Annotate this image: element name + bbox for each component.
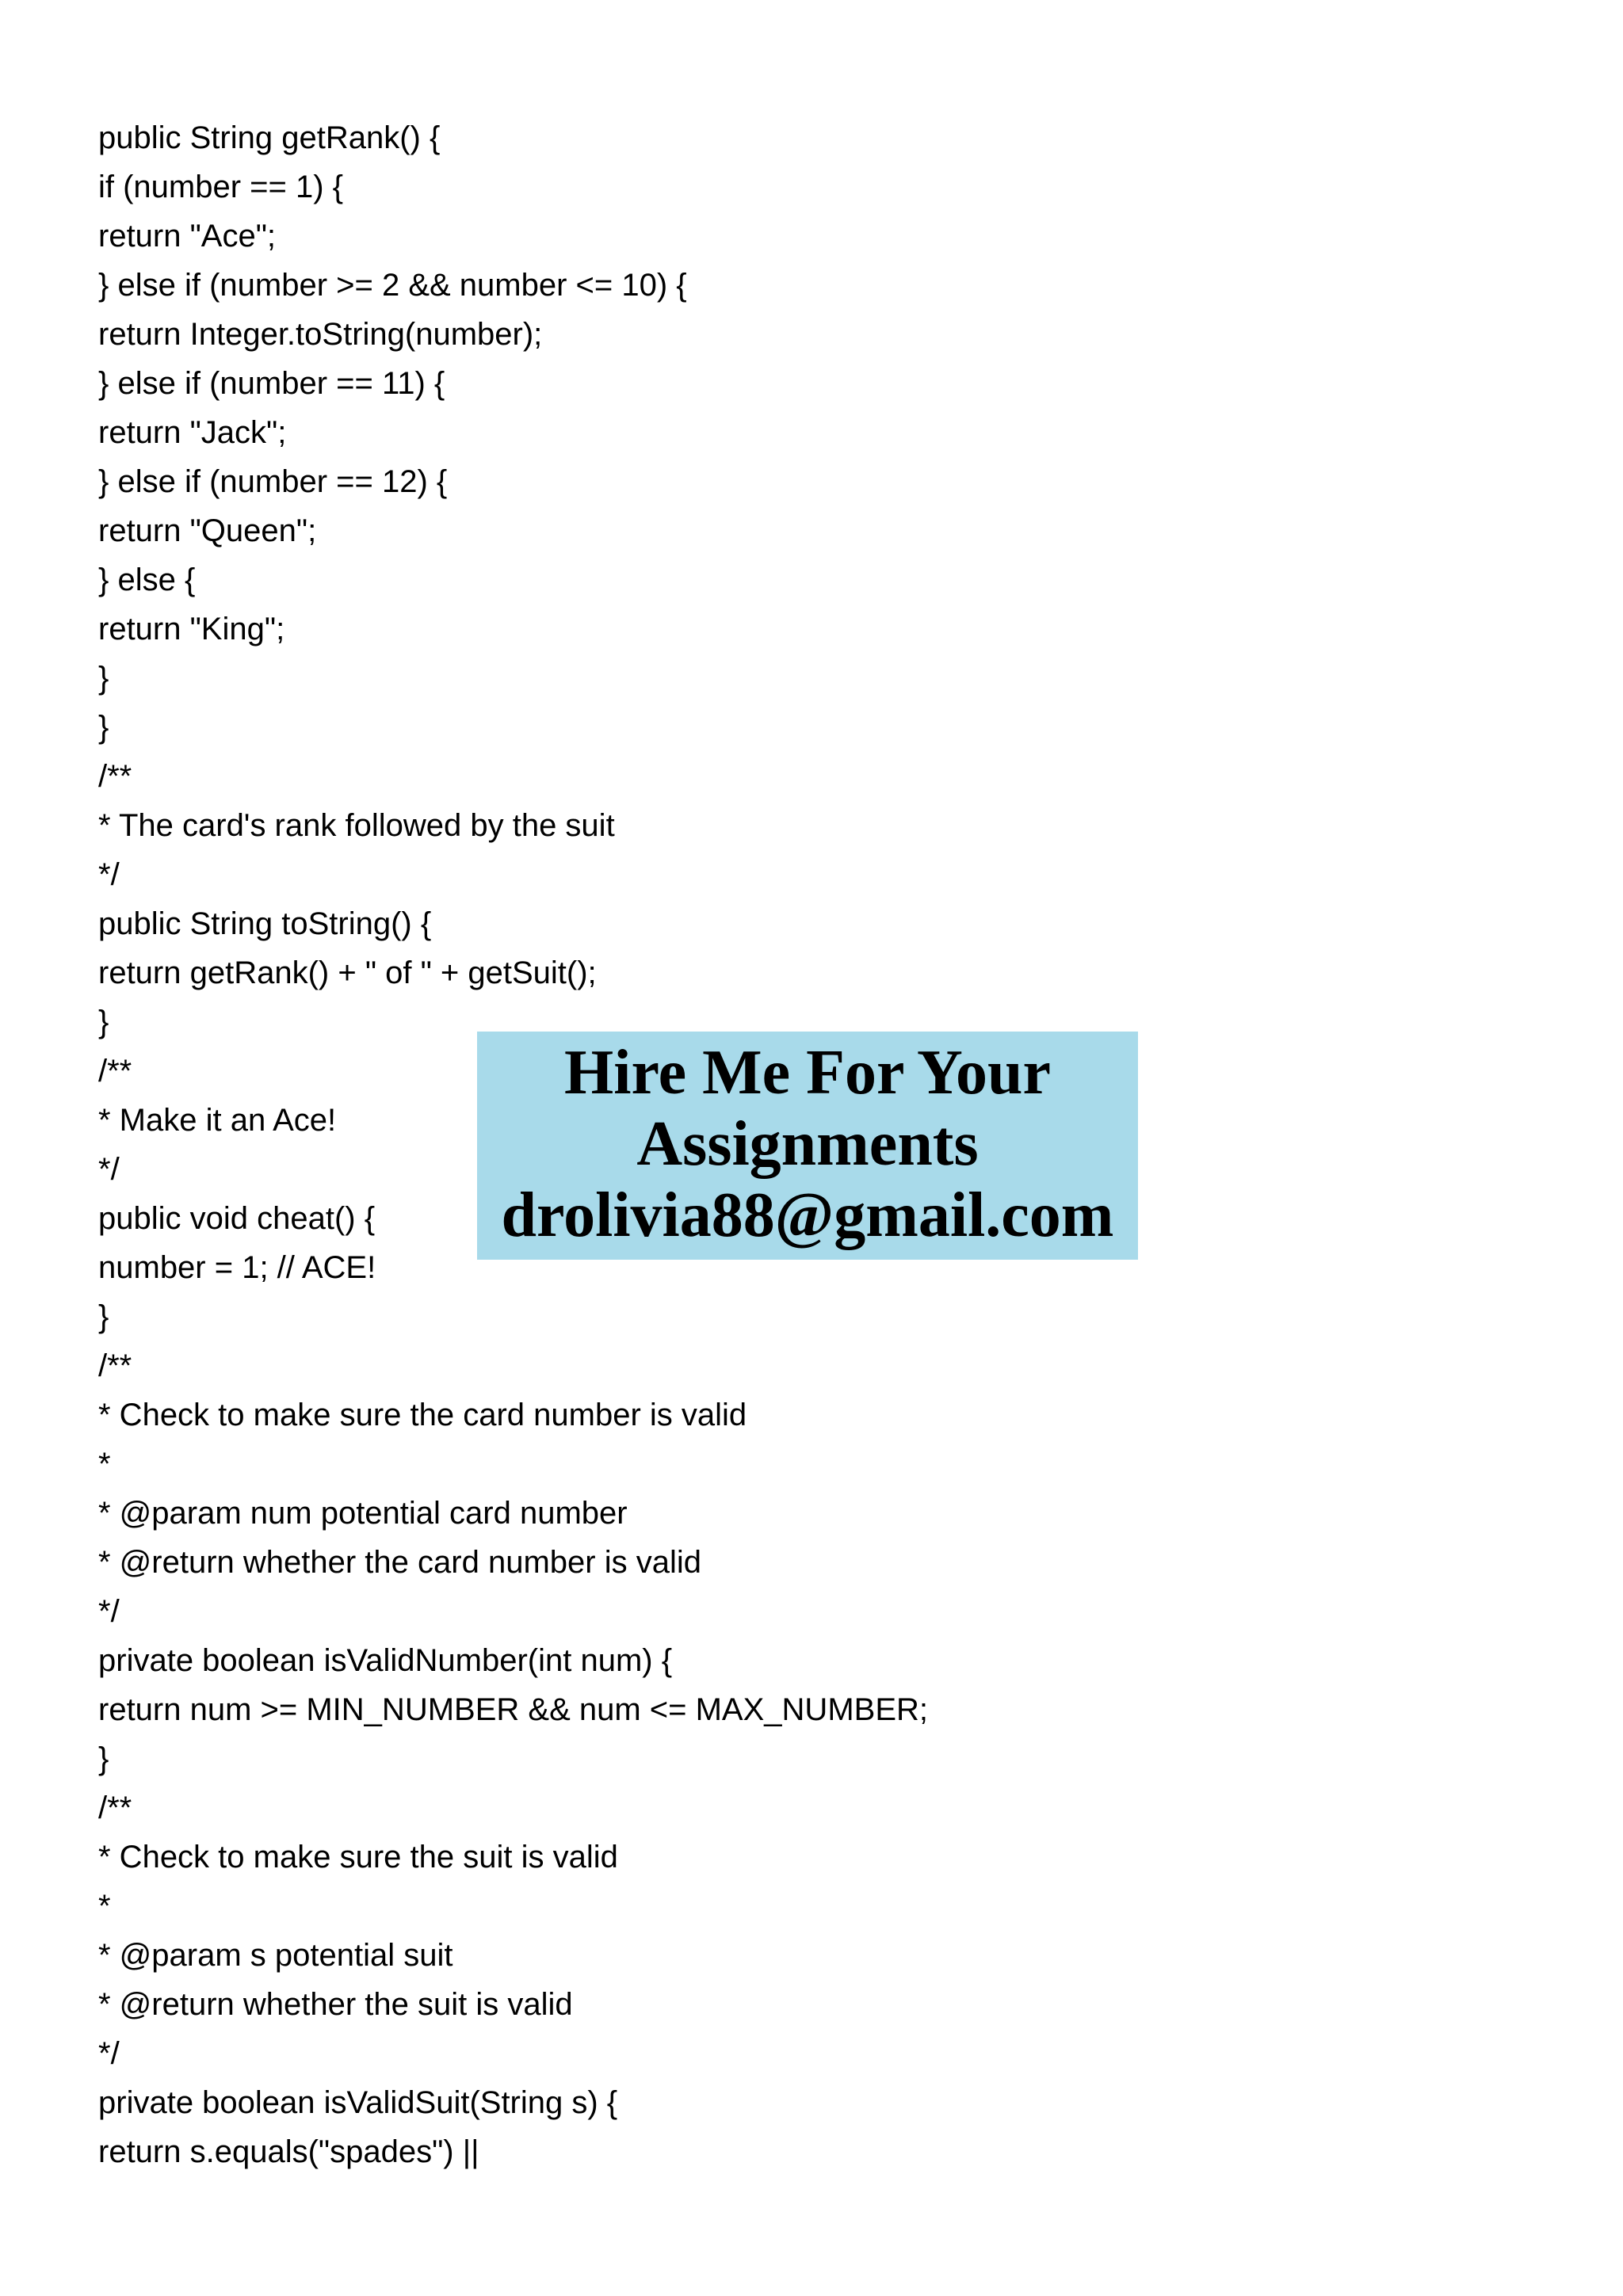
- code-line: * @param s potential suit: [98, 1938, 453, 1973]
- code-line: /**: [98, 1348, 132, 1383]
- banner-line-2: Assignments: [636, 1109, 979, 1179]
- banner-email: drolivia88@gmail.com: [501, 1180, 1114, 1250]
- code-line: }: [98, 661, 109, 696]
- hire-me-banner: [477, 1032, 1138, 1260]
- code-line: return getRank() + " of " + getSuit();: [98, 955, 597, 990]
- code-line: } else if (number >= 2 && number <= 10) {: [98, 268, 687, 303]
- code-line: public String toString() {: [98, 906, 432, 941]
- code-line: * Check to make sure the card number is valid: [98, 1398, 747, 1432]
- code-line: */: [98, 1152, 120, 1187]
- code-line: return Integer.toString(number);: [98, 317, 543, 352]
- code-line: if (number == 1) {: [98, 170, 344, 204]
- code-line: * The card's rank followed by the suit: [98, 808, 615, 843]
- code-line: return s.equals("spades") ||: [98, 2134, 479, 2169]
- code-line: * Make it an Ace!: [98, 1103, 337, 1138]
- code-line: */: [98, 2036, 120, 2071]
- code-line: }: [98, 1299, 109, 1334]
- code-line: *: [98, 1889, 111, 1924]
- code-line: */: [98, 1594, 120, 1629]
- code-line: public void cheat() {: [98, 1201, 376, 1236]
- code-line: }: [98, 710, 109, 745]
- code-line: *: [98, 1447, 111, 1482]
- code-line: private boolean isValidNumber(int num) {: [98, 1643, 673, 1678]
- code-line: number = 1; // ACE!: [98, 1250, 376, 1285]
- code-line: public String getRank() {: [98, 120, 441, 155]
- code-line: * Check to make sure the suit is valid: [98, 1840, 618, 1875]
- code-line: return "Queen";: [98, 513, 317, 548]
- code-line: } else {: [98, 563, 196, 597]
- code-line: return "Jack";: [98, 415, 287, 450]
- code-line: } else if (number == 12) {: [98, 464, 448, 499]
- code-line: /**: [98, 1791, 132, 1825]
- code-line: return num >= MIN_NUMBER && num <= MAX_NUMBER;: [98, 1692, 928, 1727]
- code-line: }: [98, 1005, 109, 1039]
- code-line: return "King";: [98, 612, 285, 646]
- code-line: */: [98, 857, 120, 892]
- code-line: /**: [98, 1054, 132, 1089]
- code-line: * @return whether the card number is valid: [98, 1545, 701, 1580]
- code-line: return "Ace";: [98, 219, 277, 254]
- code-line: private boolean isValidSuit(String s) {: [98, 2085, 618, 2120]
- code-line: /**: [98, 759, 132, 794]
- code-line: } else if (number == 11) {: [98, 366, 445, 401]
- code-line: }: [98, 1741, 109, 1776]
- code-line: * @param num potential card number: [98, 1496, 628, 1531]
- code-line: * @return whether the suit is valid: [98, 1987, 573, 2022]
- banner-line-1: Hire Me For Your: [564, 1038, 1051, 1108]
